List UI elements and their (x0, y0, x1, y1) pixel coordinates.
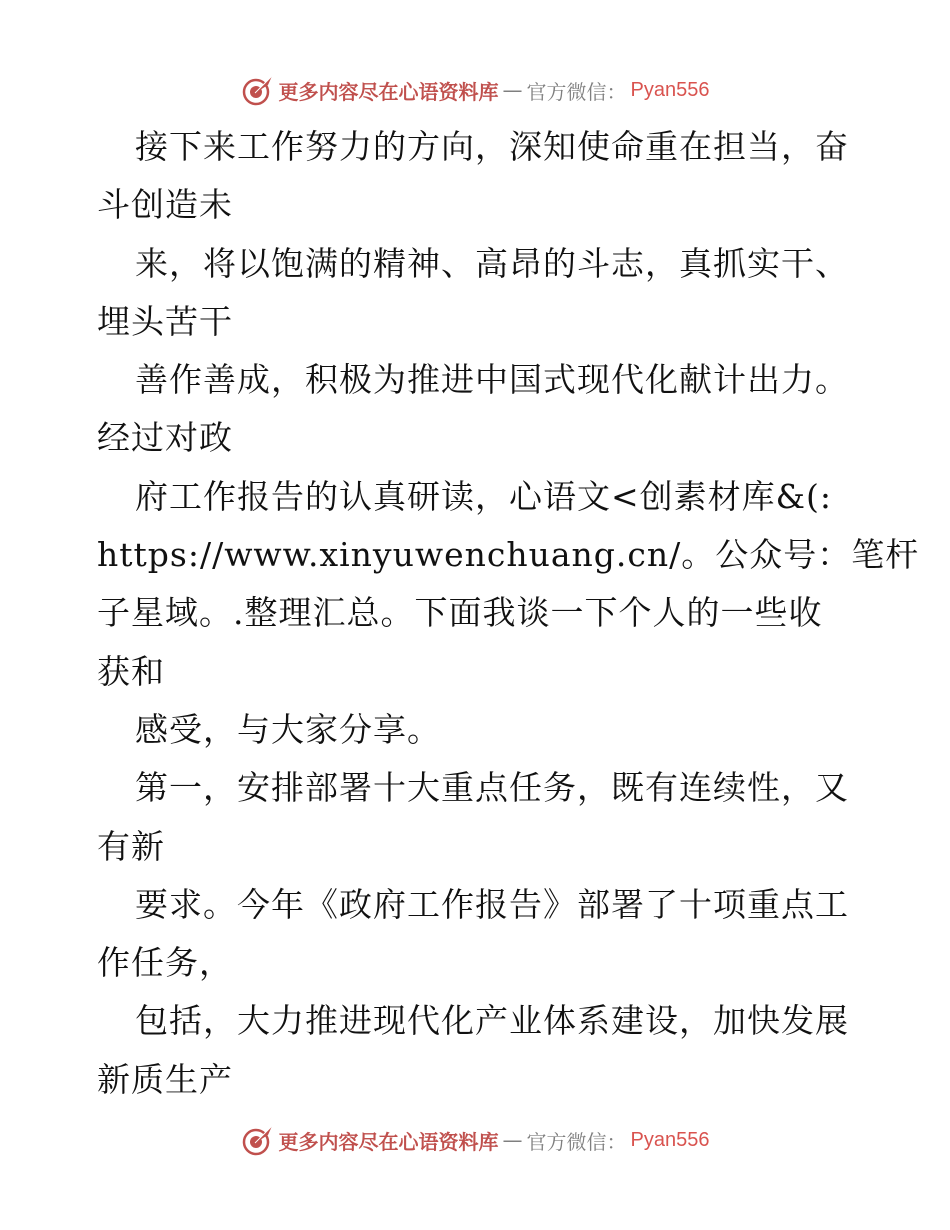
watermark-dash: — (502, 1128, 523, 1152)
text-line: 获和 (97, 651, 165, 691)
text-line: 新质生产 (97, 1059, 233, 1099)
footer-watermark (0, 1120, 950, 1160)
watermark-brand: 更多内容尽在心语资料库 (278, 79, 499, 104)
text-line: 埋头苦干 (97, 301, 233, 341)
text-line: 第一，安排部署十大重点任务，既有连续性，又 (135, 768, 849, 808)
text-line: 作任务， (97, 943, 233, 983)
text-line: https://www.xinyuwenchuang.cn/。公众号：笔杆 (97, 535, 920, 575)
text-line: 有新 (97, 826, 165, 866)
quill-pen-logo-icon (241, 1123, 275, 1157)
quill-pen-logo-icon (241, 73, 275, 107)
text-line: 包括，大力推进现代化产业体系建设，加快发展 (135, 1001, 849, 1041)
watermark-dash: — (502, 78, 523, 102)
header-watermark (0, 70, 950, 110)
watermark-brand: 更多内容尽在心语资料库 (278, 1129, 499, 1154)
watermark-wechat-id: Pyan556 (630, 78, 710, 101)
text-line: 府工作报告的认真研读，心语文<创素材库&(: (135, 476, 833, 516)
text-line: 子星域。.整理汇总。下面我谈一下个人的一些收 (97, 593, 823, 633)
text-line: 经过对政 (97, 418, 233, 458)
text-line: 感受，与大家分享。 (135, 709, 441, 749)
watermark-wechat-label: 官方微信： (526, 1129, 627, 1154)
document-body (97, 118, 920, 1109)
text-line: 要求。今年《政府工作报告》部署了十项重点工 (135, 884, 849, 924)
watermark-wechat-label: 官方微信： (526, 79, 627, 104)
watermark-wechat-id: Pyan556 (630, 1128, 710, 1151)
text-line: 来，将以饱满的精神、高昂的斗志，真抓实干、 (135, 243, 849, 283)
text-line: 善作善成，积极为推进中国式现代化献计出力。 (135, 360, 849, 400)
text-line: 斗创造未 (97, 185, 233, 225)
text-line: 接下来工作努力的方向，深知使命重在担当，奋 (135, 127, 849, 166)
